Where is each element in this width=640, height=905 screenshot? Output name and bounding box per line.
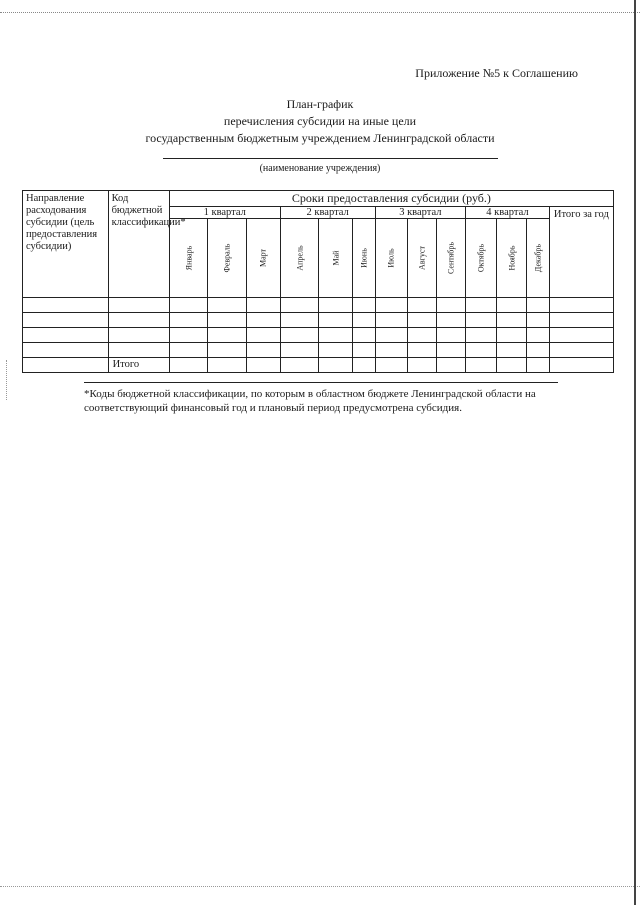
month-label: Июнь xyxy=(359,248,369,268)
total-row-cell xyxy=(108,358,169,373)
document-subtitle: перечисления субсидии на иные цели xyxy=(223,114,417,128)
table-row xyxy=(23,328,614,343)
footnote: *Коды бюджетной классификации, по которым в областном бюджете Ленинградской области на соответствующий финансовый год и плановый период предусмотрена субсидия. xyxy=(84,388,536,414)
table-row xyxy=(23,343,614,358)
month-label: Октябрь xyxy=(476,243,486,273)
header-terms xyxy=(169,191,613,207)
month-label: Январь xyxy=(184,245,194,271)
month-label: Сентябрь xyxy=(446,241,456,275)
month-label: Март xyxy=(258,248,268,268)
table-row xyxy=(23,313,614,328)
month-header-april xyxy=(280,219,319,298)
month-header-february xyxy=(208,219,247,298)
footnote-separator xyxy=(84,382,558,383)
quarter-label: 4 квартал xyxy=(486,207,529,218)
schedule-table xyxy=(22,190,614,373)
header-direction xyxy=(23,191,109,298)
month-header-may xyxy=(319,219,353,298)
header-quarter-4 xyxy=(466,207,550,219)
total-row xyxy=(23,358,614,373)
quarter-label: 1 квартал xyxy=(203,207,246,218)
month-header-june xyxy=(353,219,375,298)
document-subtitle-recipient: государственным бюджетным учреждением Ленинградской области xyxy=(145,131,495,145)
month-header-january xyxy=(169,219,208,298)
month-header-july xyxy=(375,219,408,298)
month-label: Апрель xyxy=(295,245,305,271)
month-label: Август xyxy=(417,246,427,270)
month-label: Февраль xyxy=(222,243,232,273)
month-label: Май xyxy=(331,250,341,266)
header-quarter-1 xyxy=(169,207,280,219)
institution-name-caption: (наименование учреждения) xyxy=(259,163,381,174)
appendix-label: Приложение №5 к Соглашению xyxy=(415,66,578,80)
header-quarter-3 xyxy=(375,207,466,219)
header-code-label: Код бюджетной классификации* xyxy=(111,193,186,228)
month-header-august xyxy=(408,219,437,298)
scan-edge-left xyxy=(6,360,7,400)
header-code xyxy=(108,191,186,298)
month-label: Ноябрь xyxy=(507,245,517,271)
header-total-year-label: Итого за год xyxy=(553,209,609,220)
table-row xyxy=(23,298,614,313)
document-title: План-график xyxy=(286,97,354,111)
month-header-march xyxy=(247,219,281,298)
month-header-december xyxy=(527,219,549,298)
header-direction-label: Направление расходования субсидии (цель предоставления субсидии) xyxy=(26,193,98,252)
total-row-label: Итого xyxy=(112,359,140,370)
header-terms-label: Сроки предоставления субсидии (руб.) xyxy=(291,191,491,205)
month-header-september xyxy=(436,219,466,298)
quarter-label: 3 квартал xyxy=(399,207,442,218)
scan-edge-top xyxy=(0,12,640,13)
month-header-october xyxy=(466,219,497,298)
header-quarter-2 xyxy=(280,207,375,219)
institution-name-line xyxy=(163,158,498,159)
scan-edge-bottom xyxy=(0,886,640,887)
header-total-year xyxy=(549,207,613,298)
month-label: Декабрь xyxy=(533,243,543,273)
month-header-november xyxy=(496,219,527,298)
month-label: Июль xyxy=(386,248,396,268)
quarter-label: 2 квартал xyxy=(306,207,349,218)
